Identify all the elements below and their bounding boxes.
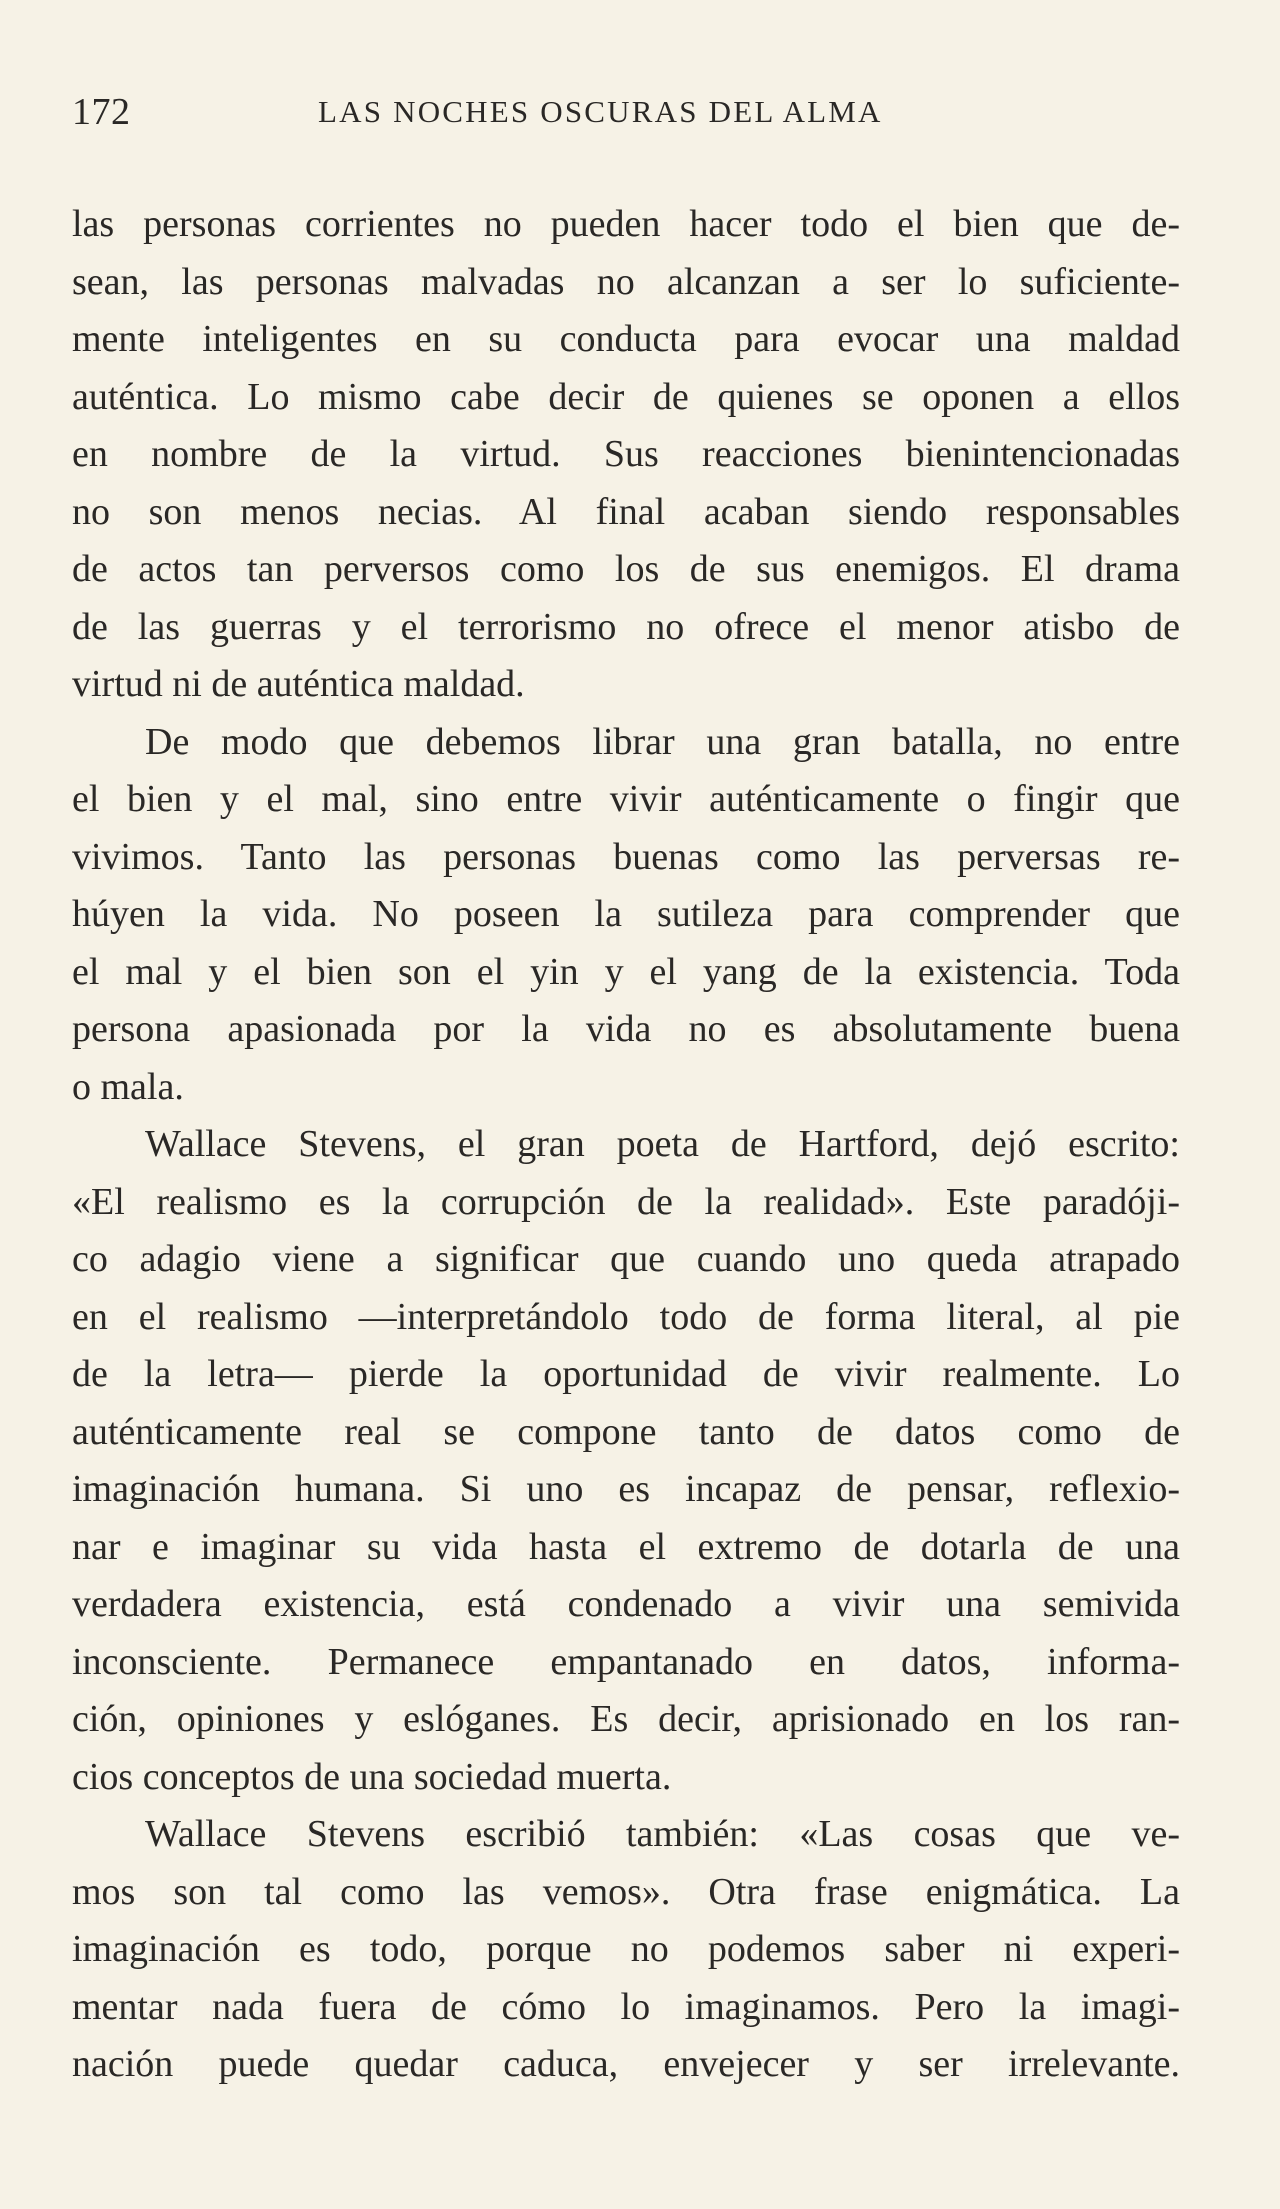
text-line: nar e imaginar su vida hasta el extremo de dotarla de una [72, 1525, 1180, 1568]
text-line: en el realismo —interpretándolo todo de forma literal, al pie [72, 1295, 1180, 1338]
text-line: nación puede quedar caduca, envejecer y ser irrelevante. [72, 2043, 1180, 2085]
text-line: vivimos. Tanto las personas buenas como las perversas re- [72, 835, 1180, 878]
text-line: inconsciente. Permanece empantanado en datos, informa- [72, 1640, 1180, 1683]
text-line: sean, las personas malvadas no alcanzan a ser lo suficiente- [72, 260, 1180, 303]
running-title: LAS NOCHES OSCURAS DEL ALMA [318, 94, 883, 129]
text-line: De modo que debemos librar una gran batalla, no entre [145, 720, 1180, 763]
running-head [72, 82, 1180, 142]
text-line: ción, opiniones y eslóganes. Es decir, aprisionado en los ran- [72, 1698, 1180, 1740]
text-line: mentar nada fuera de cómo lo imaginamos. Pero la imagi- [72, 1985, 1180, 2028]
text-line: mente inteligentes en su conducta para evocar una maldad [72, 318, 1180, 360]
text-line: Wallace Stevens, el gran poeta de Hartford, dejó escrito: [145, 1123, 1180, 1165]
text-line: de la letra— pierde la oportunidad de vivir realmente. Lo [72, 1353, 1180, 1395]
page-number: 172 [72, 91, 131, 133]
text-line: de las guerras y el terrorismo no ofrece el menor atisbo de [72, 605, 1180, 648]
text-line: no son menos necias. Al final acaban siendo responsables [72, 490, 1180, 533]
text-line: persona apasionada por la vida no es absolutamente buena [72, 1008, 1180, 1050]
text-line: el mal y el bien son el yin y el yang de la existencia. Toda [72, 950, 1180, 993]
body-text [72, 196, 1180, 2094]
text-line: imaginación humana. Si uno es incapaz de pensar, reflexio- [72, 1468, 1180, 1510]
text-line: «El realismo es la corrupción de la realidad». Este paradóji- [72, 1180, 1180, 1223]
text-line: húyen la vida. No poseen la sutileza para comprender que [72, 893, 1180, 935]
text-line: virtud ni de auténtica maldad. [72, 663, 525, 705]
text-line: imaginación es todo, porque no podemos saber ni experi- [72, 1928, 1180, 1970]
text-line: verdadera existencia, está condenado a vivir una semivida [72, 1583, 1180, 1625]
text-line: mos son tal como las vemos». Otra frase enigmática. La [72, 1870, 1180, 1913]
text-line: auténtica. Lo mismo cabe decir de quienes se oponen a ellos [72, 375, 1180, 418]
text-line: cios conceptos de una sociedad muerta. [72, 1755, 672, 1798]
text-line: las personas corrientes no pueden hacer todo el bien que de- [72, 203, 1180, 245]
text-line: o mala. [72, 1065, 184, 1108]
text-line: auténticamente real se compone tanto de datos como de [72, 1410, 1180, 1453]
text-line: el bien y el mal, sino entre vivir auténticamente o fingir que [72, 778, 1180, 820]
text-line: Wallace Stevens escribió también: «Las cosas que ve- [145, 1813, 1180, 1855]
text-line: de actos tan perversos como los de sus enemigos. El drama [72, 548, 1180, 590]
text-line: co adagio viene a significar que cuando uno queda atrapado [72, 1238, 1180, 1280]
text-line: en nombre de la virtud. Sus reacciones bienintencionadas [72, 433, 1180, 475]
